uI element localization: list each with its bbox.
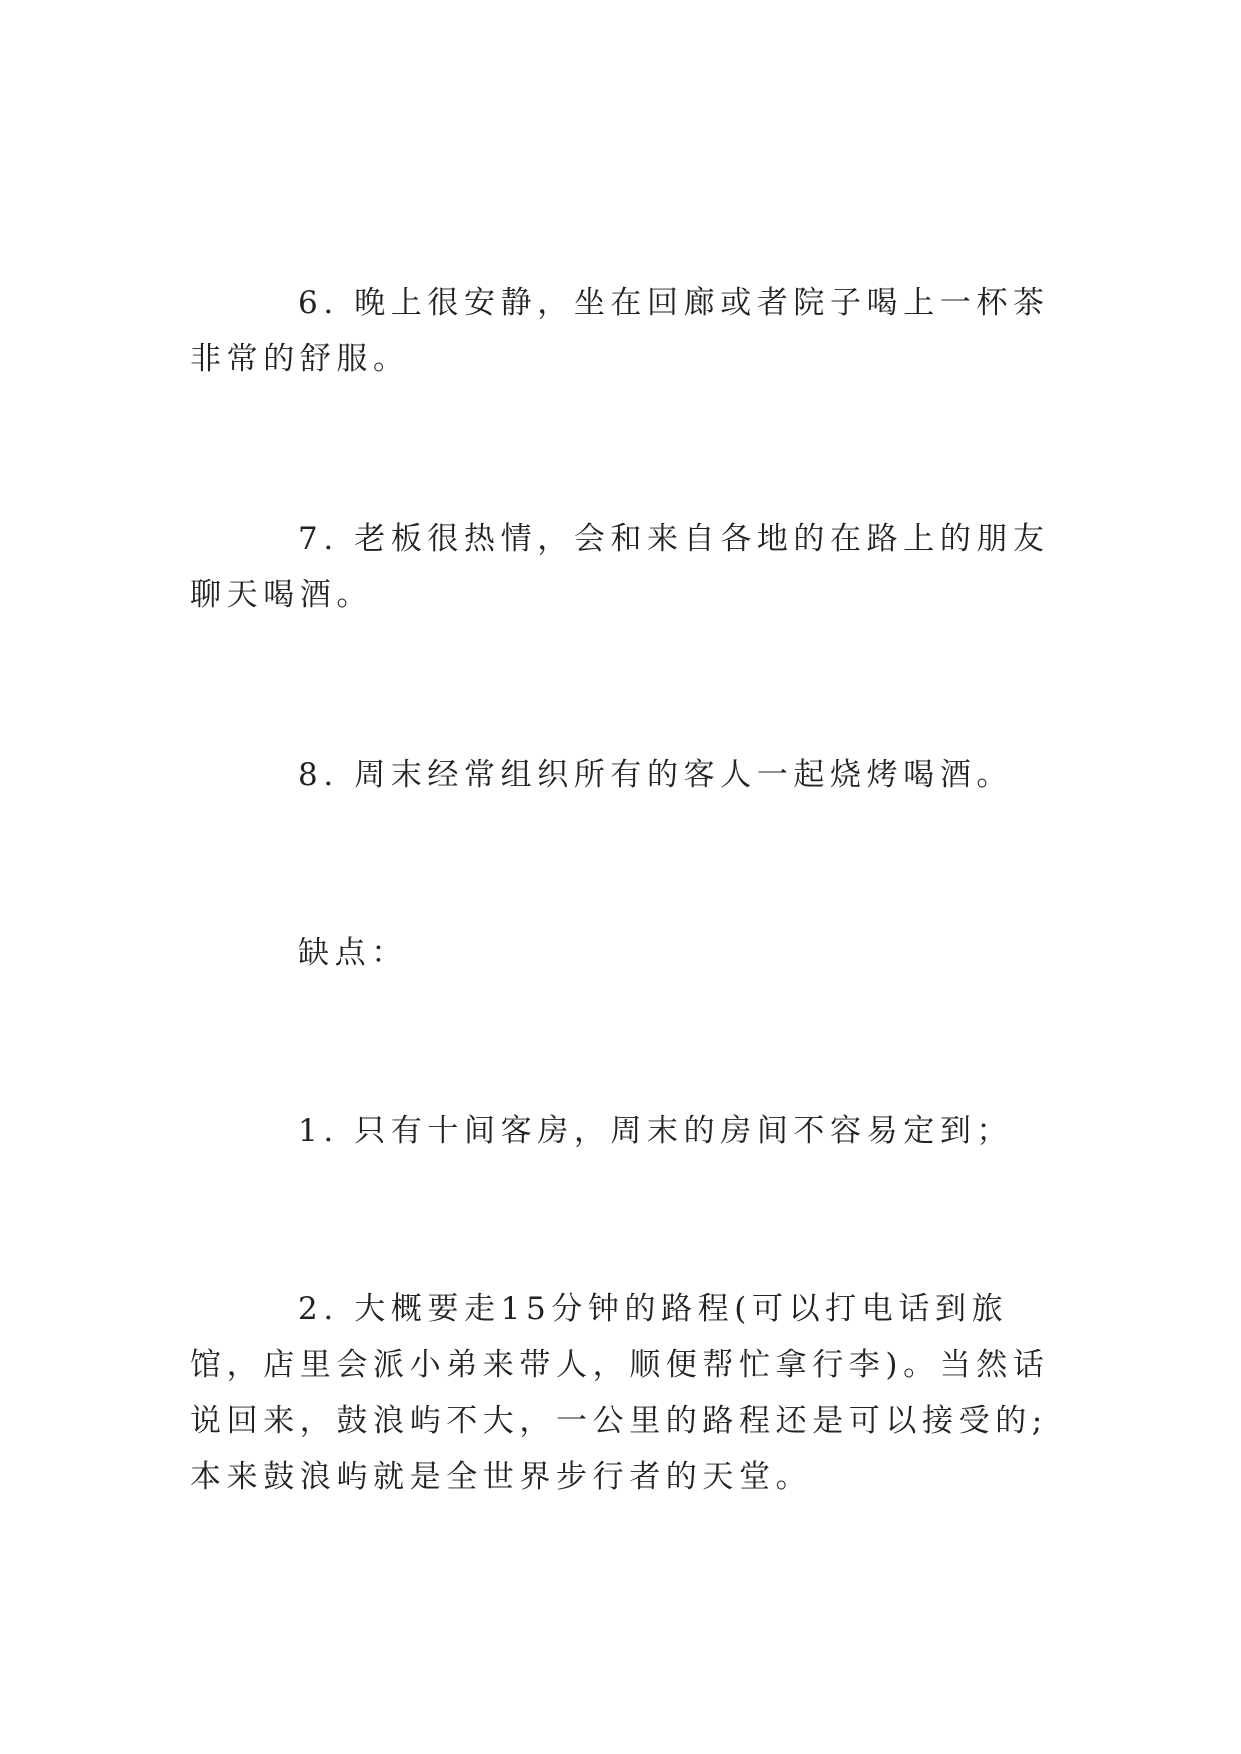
paragraph-advantage-7: 7. 老板很热情，会和来自各地的在路上的朋友聊天喝酒。 (190, 521, 1050, 613)
paragraph-disadvantage-1: 1. 只有十间客房，周末的房间不容易定到； (298, 1113, 1014, 1149)
section-heading-disadvantages: 缺点： (298, 935, 408, 971)
paragraph-advantage-6: 6. 晚上很安静，坐在回廊或者院子喝上一杯茶非常的舒服。 (190, 285, 1050, 377)
paragraph-advantage-8: 8. 周末经常组织所有的客人一起烧烤喝酒。 (298, 757, 1014, 793)
paragraph-disadvantage-2: 2. 大概要走15分钟的路程(可以打电话到旅馆，店里会派小弟来带人，顺便帮忙拿行李)。当然话说回来，鼓浪屿不大，一公里的路程还是可以接受的;本来鼓浪屿就是全世界步行者的天堂。 (190, 1291, 1050, 1495)
